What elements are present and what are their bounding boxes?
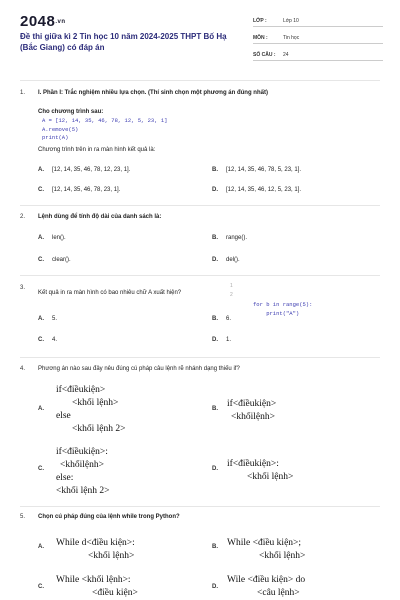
exam-title: Đề thi giữa kì 2 Tin học 10 năm 2024-2025 THPT Bố Hạ (Bắc Giang) có đáp án <box>20 32 227 52</box>
question-text: I. Phần I: Trắc nghiệm nhiều lựa chọn. (Thí sinh chọn một phương án đúng nhất) <box>38 90 268 96</box>
code-block: for b in range(5): print("A") <box>253 301 313 317</box>
option-c[interactable]: C. 4. <box>38 337 58 343</box>
question-1-sub: Cho chương trình sau: <box>38 109 104 115</box>
option-a[interactable]: A. [12, 14, 35, 46, 78, 12, 23, 1]. <box>38 167 131 173</box>
question-1-ask: Chương trình trên in ra màn hình kết quả là: <box>38 147 156 153</box>
option-b[interactable]: B. 6. <box>212 316 232 322</box>
divider <box>20 275 380 276</box>
site-logo[interactable]: 2048.vn <box>20 13 66 30</box>
option-a[interactable]: A. len(). <box>38 235 66 241</box>
option-a[interactable]: A. 5. <box>38 316 58 322</box>
divider <box>20 506 380 507</box>
divider <box>20 205 380 206</box>
option-d[interactable]: D. [12, 14, 35, 46, 12, 5, 23, 1]. <box>212 187 302 193</box>
divider <box>20 357 380 358</box>
line-numbers: 1 2 <box>230 283 233 298</box>
page-header <box>0 0 400 72</box>
option-d[interactable]: D. 1. <box>212 337 232 343</box>
option-b[interactable]: B. range(). <box>212 235 248 241</box>
code-block: A = [12, 14, 35, 46, 78, 12, 5, 23, 1] A.remove(5) print(A) <box>42 117 168 141</box>
option-d[interactable]: D. del(). <box>212 257 240 263</box>
option-b[interactable]: B. [12, 14, 35, 46, 78, 5, 23, 1]. <box>212 167 302 173</box>
option-c[interactable]: C. [12, 14, 35, 46, 78, 23, 1]. <box>38 187 121 193</box>
divider <box>20 80 380 81</box>
exam-meta: LỚP : Lớp 10 MÔN : Tin học SỐ CÂU : 24 <box>253 12 383 63</box>
option-c[interactable]: C. clear(). <box>38 257 71 263</box>
